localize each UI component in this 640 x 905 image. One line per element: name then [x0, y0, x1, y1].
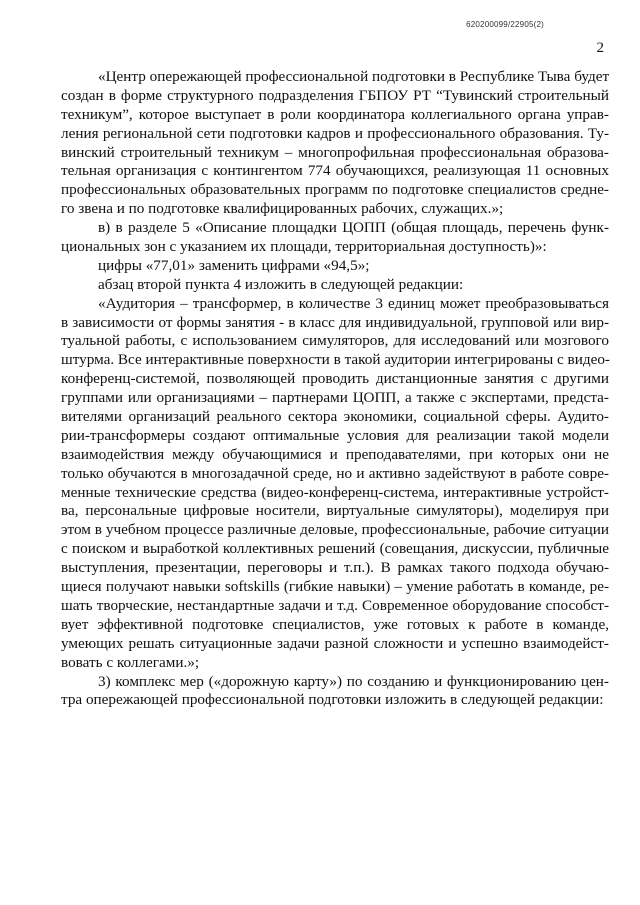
text-line: техникум”, которое выступает в роли координатора коллегиального органа управ- — [61, 105, 609, 123]
text-line: шать творческие, нестандартные задачи и т.д. Современное оборудование способст- — [61, 596, 609, 614]
text-line: этом в учебном процессе различные деловые, профессиональные, рабочие ситуации — [61, 521, 609, 539]
text-line: цифры «77,01» заменить цифрами «94,5»; — [98, 256, 370, 274]
text-line: циональных зон с указанием их площади, территориальная доступность)»: — [61, 238, 547, 256]
document-body — [61, 68, 609, 710]
text-line: тельная организация с контингентом 774 обучающихся, реализующая 11 основных — [61, 162, 609, 180]
text-line: абзац второй пункта 4 изложить в следующей редакции: — [98, 275, 464, 293]
text-line: конференц-системой, позволяющей проводить дистанционные занятия с другими — [61, 370, 609, 388]
text-line: менные технические средства (видео-конференц-система, интерактивные устройст- — [61, 483, 609, 501]
text-line: туальной работы, с использованием симуляторов, для исследований или мозгового — [61, 332, 609, 350]
text-line: с поиском и выработкой коллективных решений (совещания, дискуссии, публичные — [61, 540, 609, 558]
text-line: умеющих решать ситуационные задачи разной сложности и успешно взаимодейст- — [61, 634, 609, 652]
text-line: группами или организациями – партнерами ЦОПП, а также с экспертами, предста- — [61, 389, 609, 407]
text-line: взаимодействия между обучающимися и преподавателями, при которых они не — [61, 445, 609, 463]
text-line: рии-трансформеры создают оптимальные условия для реализации такой модели — [61, 426, 609, 444]
text-line: вует эффективной подготовке специалистов, уже готовых к работе в команде, — [61, 615, 609, 633]
text-line: вовать с коллегами.»; — [61, 653, 200, 671]
text-line: го звена и по подготовке квалифицированных рабочих, служащих.»; — [61, 200, 504, 218]
text-line: 3) комплекс мер («дорожную карту») по созданию и функционированию цен- — [98, 672, 609, 690]
text-line: профессиональных образовательных программ по подготовке специалистов средне- — [61, 181, 609, 199]
text-line: вителями организаций реального сектора экономики, социальной сферы. Аудито- — [61, 408, 609, 426]
text-line: «Центр опережающей профессиональной подготовки в Республике Тыва будет — [98, 68, 610, 85]
text-line: в зависимости от формы занятия - в класс для индивидуальной, групповой или вир- — [61, 313, 609, 331]
document-registration-number: 620200099/22905(2) — [466, 20, 544, 29]
text-line: ления региональной сети подготовки кадров и профессионального образования. Ту- — [61, 124, 609, 142]
text-line: в) в разделе 5 «Описание площадки ЦОПП (общая площадь, перечень функ- — [98, 219, 609, 237]
text-line: ва, персональные цифровые носители, виртуальные симуляторы), моделируя при — [61, 502, 609, 520]
page-number: 2 — [596, 40, 604, 56]
text-line: только обучаются в многозадачной среде, но и активно задействуют в работе совре- — [61, 464, 609, 482]
text-line: тра опережающей профессиональной подготовки изложить в следующей редакции: — [61, 691, 604, 709]
text-line: щиеся получают навыки softskills (гибкие навыки) – умение работать в команде, ре- — [61, 578, 609, 596]
text-line: выступления, презентации, переговоры и т.п.). В рамках такого подхода обучаю- — [61, 559, 609, 577]
text-line: создан в форме структурного подразделения ГБПОУ РТ “Тувинский строительный — [61, 86, 609, 104]
text-line: винский строительный техникум – многопрофильная профессиональная образова- — [61, 143, 609, 161]
text-line: «Аудитория – трансформер, в количестве 3 единиц может преобразовываться — [98, 294, 609, 312]
text-line: штурма. Все интерактивные поверхности в такой аудитории интегрированы с видео- — [61, 351, 610, 369]
